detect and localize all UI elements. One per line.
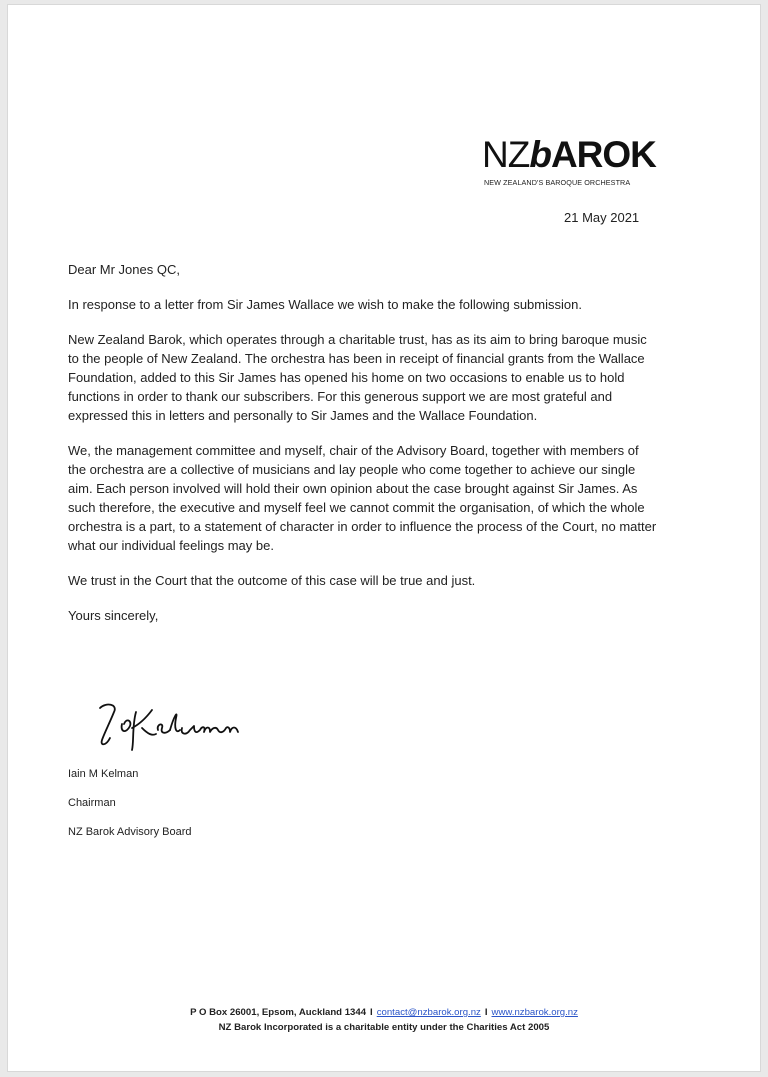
- footer-separator: I: [484, 1007, 488, 1018]
- paragraph: In response to a letter from Sir James Wallace we wish to make the following submission.: [68, 297, 582, 312]
- footer-separator: I: [370, 1007, 373, 1018]
- letter-footer: [8, 1005, 760, 1035]
- letter-body: [68, 260, 658, 641]
- handwritten-signature: [96, 698, 256, 754]
- footer-email-link[interactable]: contact@nzbarok.org.nz: [376, 1007, 481, 1018]
- footer-address: P O Box 26001, Epsom, Auckland 1344: [190, 1007, 367, 1018]
- salutation: Dear Mr Jones QC,: [68, 262, 180, 277]
- logo-nz: NZ: [482, 134, 530, 175]
- nzbarok-logo: [482, 135, 656, 187]
- paragraph: We, the management committee and myself, chair of the Advisory Board, together with members of the orchestra are a collective of musicians and lay people who come together to achieve our single aim. Each person involved will hold their own opinion about the case brought against Sir James. As such therefore, the executive and myself feel we cannot commit the organisation, of which the whole orchestra is a part, to a statement of character in order to influence the process of the Court, no matter what our individual feelings may be.: [68, 443, 657, 553]
- footer-website-link[interactable]: www.nzbarok.org.nz: [491, 1007, 578, 1018]
- logo-wordmark: [482, 135, 656, 175]
- footer-charity-note: NZ Barok Incorporated is a charitable entity under the Charities Act 2005: [218, 1022, 550, 1033]
- signer-organisation: NZ Barok Advisory Board: [68, 826, 192, 838]
- logo-arok: AROK: [550, 134, 656, 175]
- letter-date: 21 May 2021: [564, 210, 640, 225]
- paragraph: New Zealand Barok, which operates through a charitable trust, has as its aim to bring baroque music to the people of New Zealand. The orchestra has been in receipt of financial grants from the Wallace Foundation, added to this Sir James has opened his home on two occasions to enable us to hold functions in order to thank our subscribers. For this generous support we are most grateful and expressed this in letters and personally to Sir James and the Wallace Foundation.: [68, 332, 647, 423]
- footer-contact-line: [8, 1005, 760, 1020]
- signer-name: Iain M Kelman: [68, 768, 139, 780]
- logo-b: b: [529, 134, 551, 175]
- letter-page: [7, 4, 761, 1072]
- paragraph: We trust in the Court that the outcome of this case will be true and just.: [68, 573, 476, 588]
- signature-block: [68, 767, 192, 854]
- closing: Yours sincerely,: [68, 608, 159, 623]
- logo-tagline: NEW ZEALAND'S BAROQUE ORCHESTRA: [484, 178, 631, 187]
- signer-title: Chairman: [68, 797, 116, 809]
